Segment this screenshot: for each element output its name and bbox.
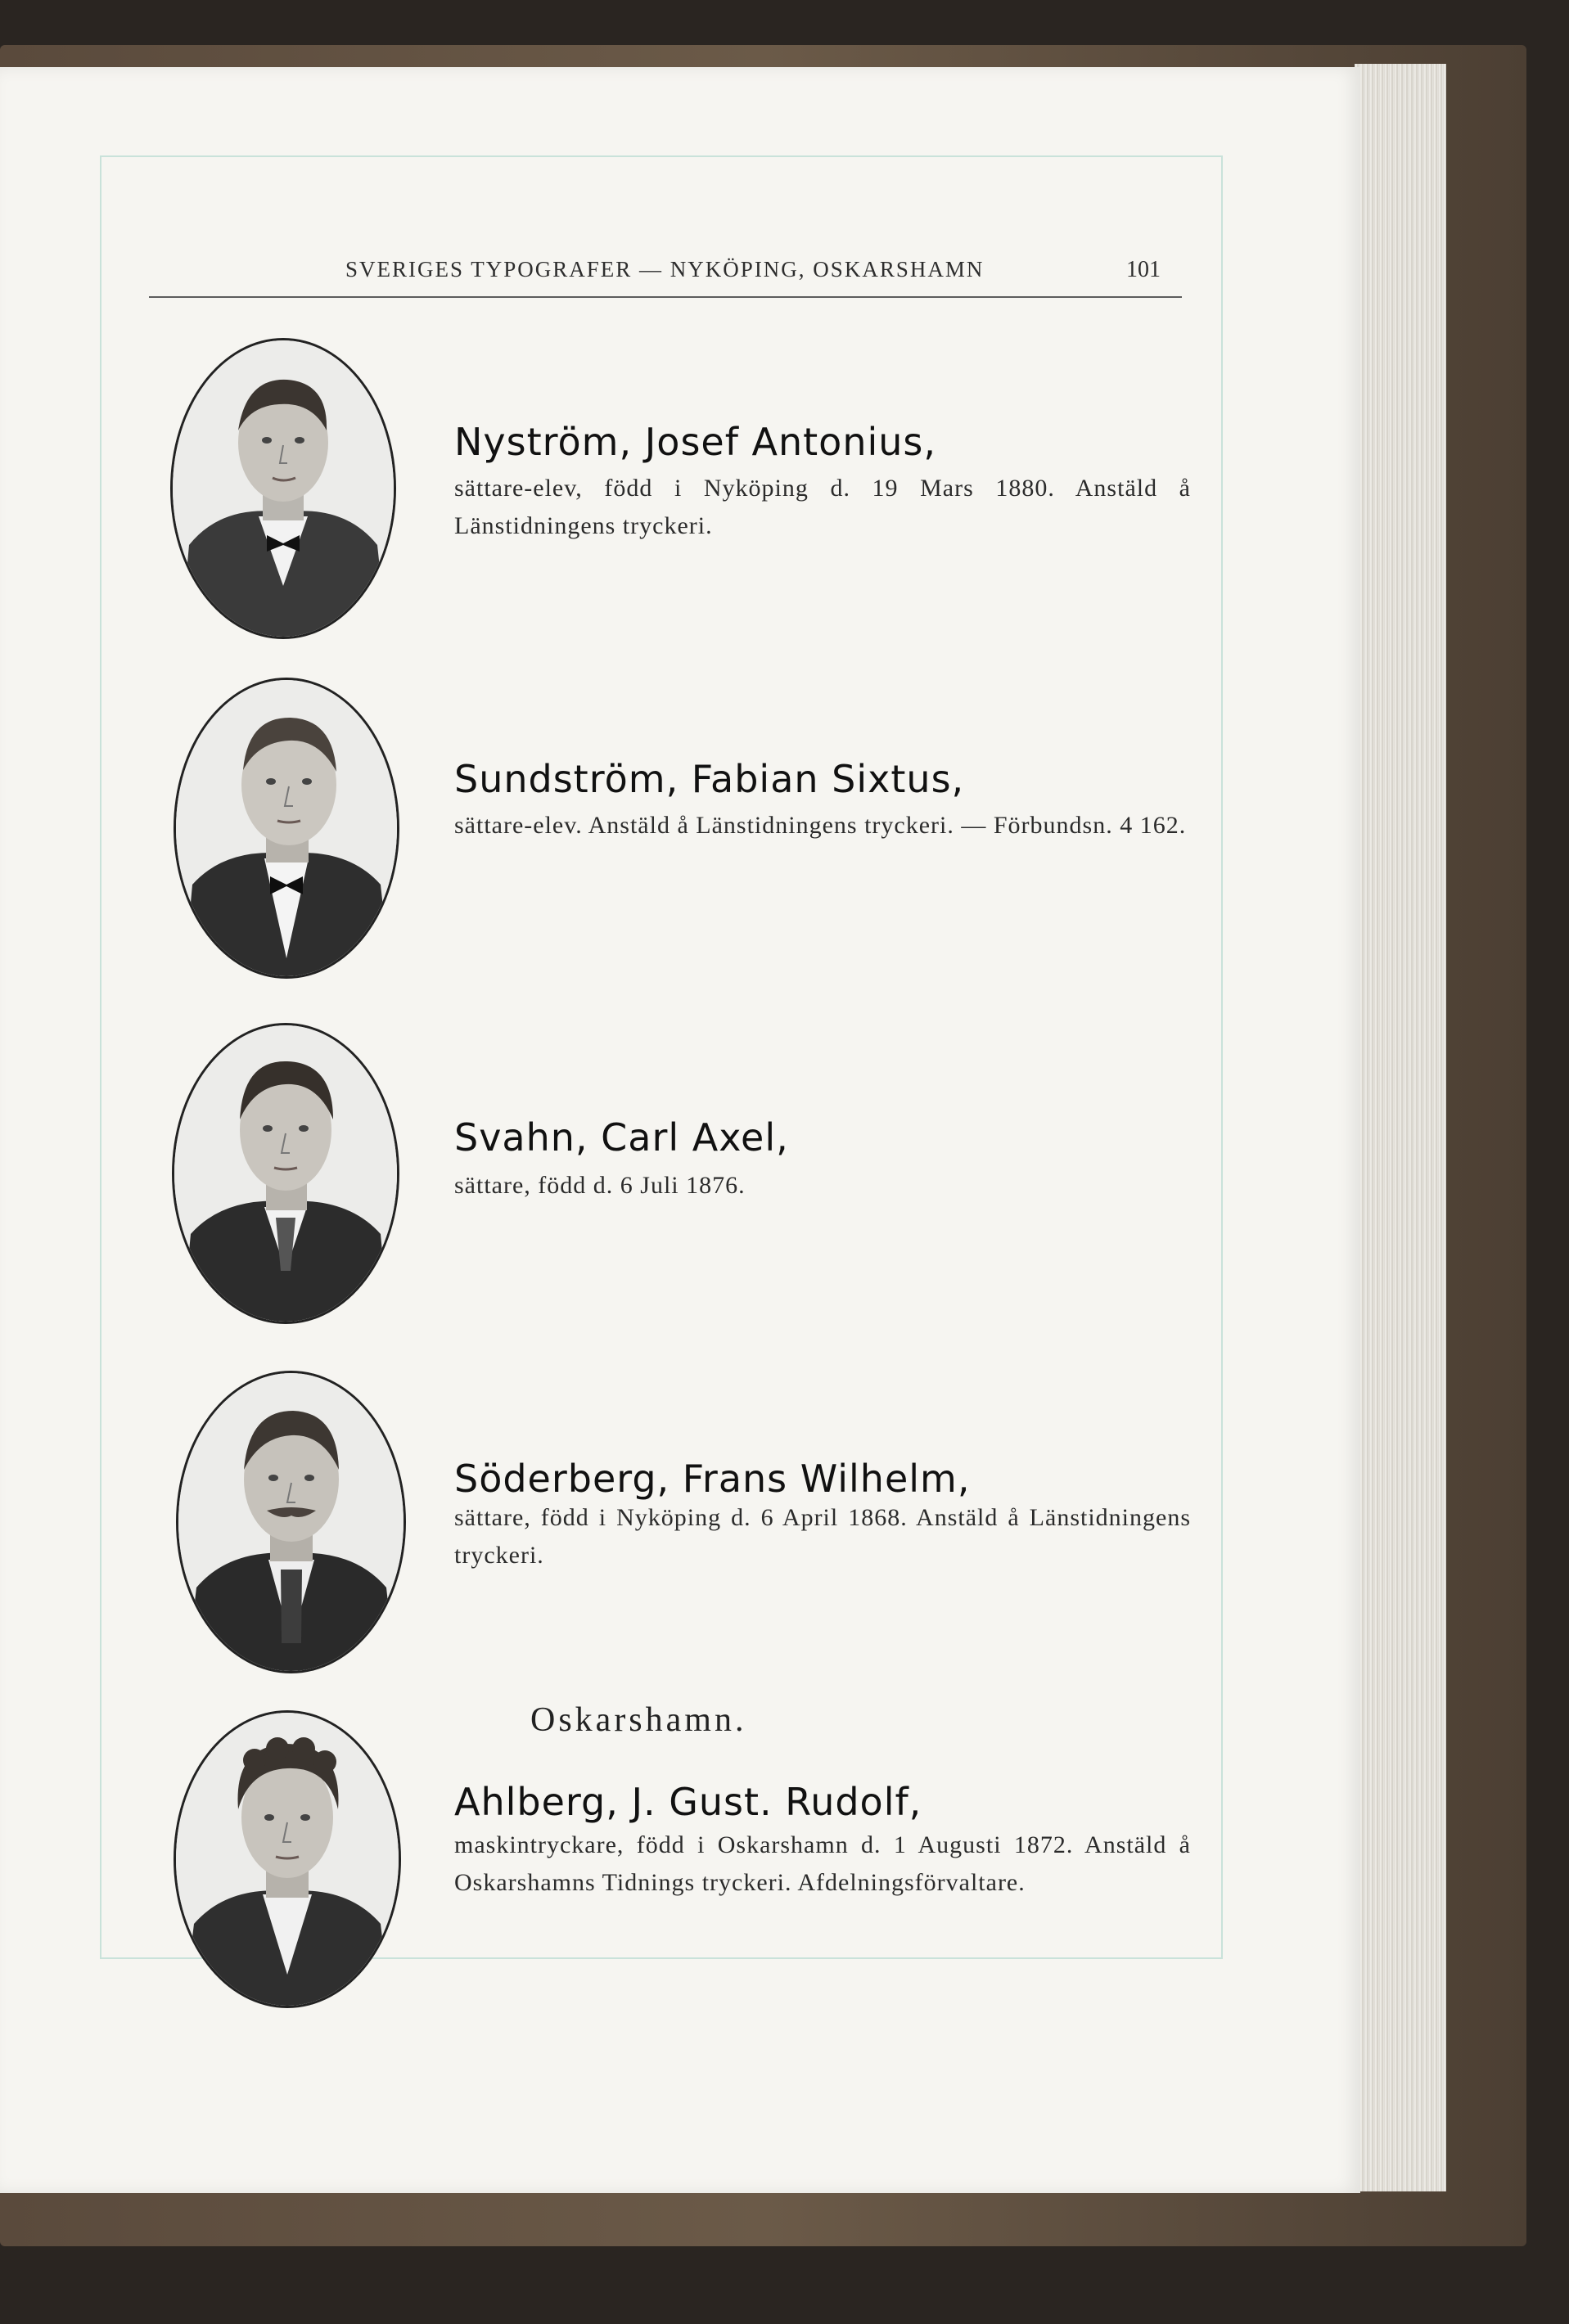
- entry-name: Sundström, Fabian Sixtus,: [454, 757, 965, 801]
- header-title: SVERIGES TYPOGRAFER — NYKÖPING, OSKARSHAMN: [345, 257, 985, 281]
- portrait-2: [174, 678, 399, 979]
- page-edges: [1355, 64, 1446, 2191]
- portrait-photo-icon: [176, 680, 397, 976]
- portrait-3: [172, 1023, 399, 1324]
- running-header: [149, 252, 1182, 298]
- portrait-photo-icon: [174, 1025, 397, 1322]
- portrait-photo-icon: [173, 340, 394, 637]
- portrait-4: [176, 1371, 406, 1673]
- entry-description: sättare-elev, född i Nyköping d. 19 Mars 1880. Anstäld å Länstidningens tryckeri.: [454, 475, 1191, 539]
- entry-description: maskintryckare, född i Oskarshamn d. 1 Augusti 1872. Anstäld å Oskarshamns Tidnings tryckeri. Afdelningsförvaltare.: [454, 1831, 1191, 1896]
- entry-name: Söderberg, Frans Wilhelm,: [454, 1457, 971, 1501]
- portrait-photo-icon: [176, 1713, 399, 2006]
- portrait-photo-icon: [178, 1373, 404, 1671]
- page-number: 101: [1126, 257, 1161, 282]
- portrait-5: [174, 1710, 401, 2008]
- entry-description: sättare, född d. 6 Juli 1876.: [454, 1172, 746, 1199]
- section-heading: Oskarshamn.: [530, 1701, 747, 1739]
- entry-description: sättare, född i Nyköping d. 6 April 1868. Anstäld å Länstidningens tryckeri.: [454, 1504, 1191, 1569]
- entry-name: Svahn, Carl Axel,: [454, 1115, 789, 1160]
- portrait-1: [170, 338, 396, 639]
- entry-description: sättare-elev. Anstäld å Länstidningens tryckeri. — Förbundsn. 4 162.: [454, 812, 1187, 839]
- entry-name: Nyström, Josef Antonius,: [454, 420, 937, 464]
- entry-name: Ahlberg, J. Gust. Rudolf,: [454, 1780, 922, 1824]
